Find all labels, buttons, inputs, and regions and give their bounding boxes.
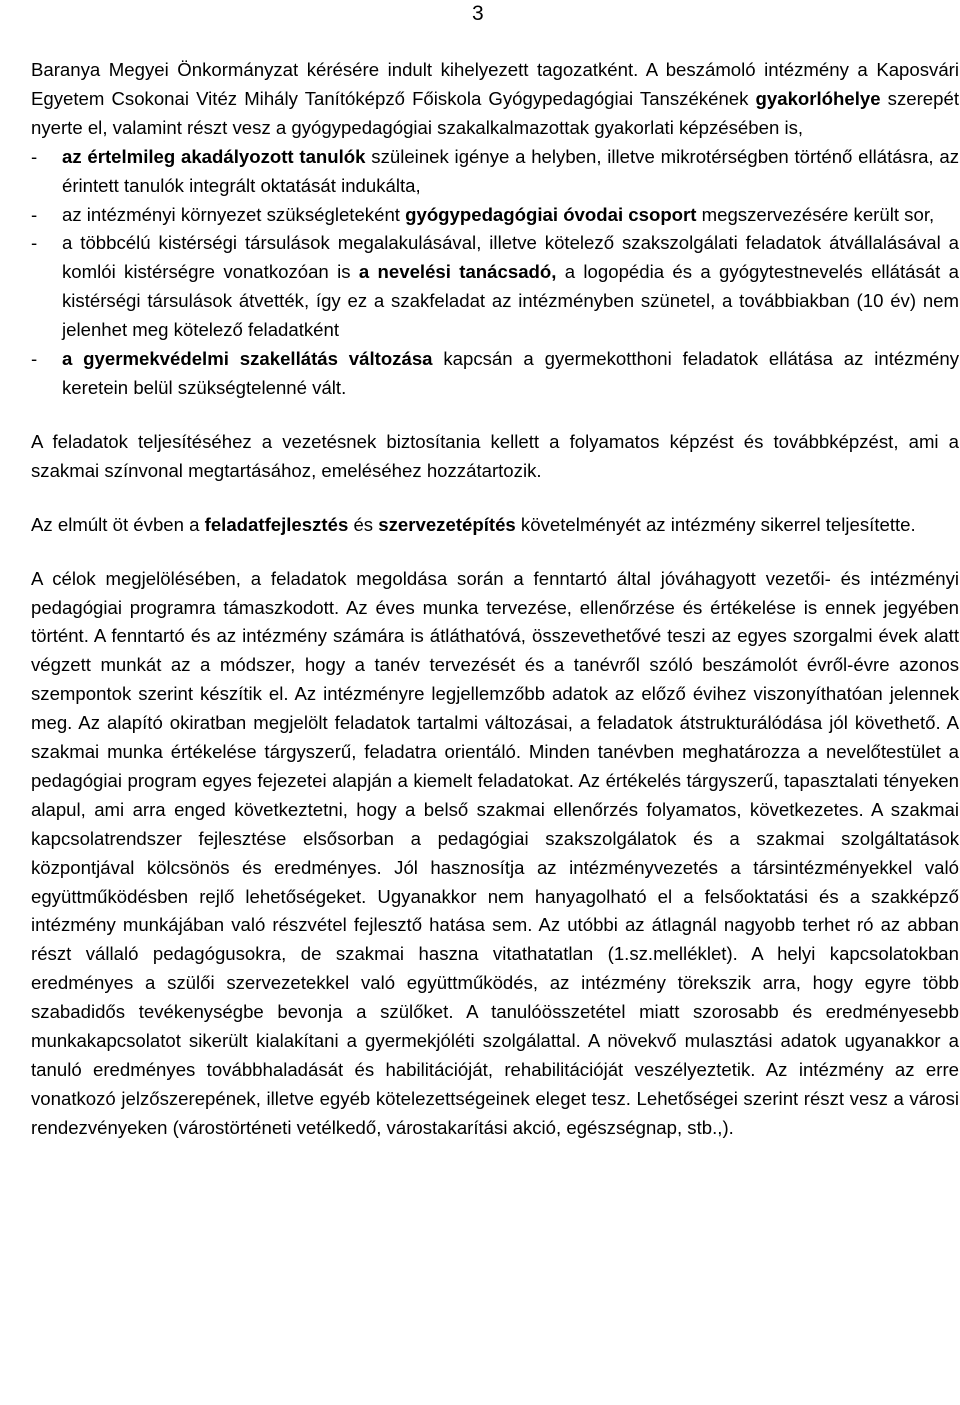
list-item-3 xyxy=(31,229,959,345)
page-number: 3 xyxy=(472,2,484,25)
list-item-1-bold: az értelmileg akadályozott tanulók xyxy=(62,145,366,167)
list-item-3-text xyxy=(62,229,959,345)
list-dash: - xyxy=(31,145,38,167)
list-item-4-rest: kapcsán a gyermekotthoni feladatok ellátása az intézmény keretein belül szükségtelenné vált. xyxy=(62,348,960,398)
list-item-4-text xyxy=(62,345,959,403)
list-item-1-rest: szüleinek igénye a helyben, illetve mikrotérségben történő ellátásra, az érintett tanulók integrált oktatását indukálta, xyxy=(62,145,959,196)
list-item-3-start: a többcélú kistérségi társulások megalakulásával, illetve kötelező szakszolgálati feladatok átvállalásával a komlói kistérségre vonatkozóan is xyxy=(62,232,959,283)
list-item-3-bold: a nevelési tanácsadó, xyxy=(358,261,557,283)
paragraph-development xyxy=(31,511,959,540)
intro-paragraph xyxy=(31,56,959,143)
document-body xyxy=(31,56,959,1143)
list-item-1-text xyxy=(62,143,959,201)
list-item-4-bold: a gyermekvédelmi szakellátás változása xyxy=(62,348,433,370)
intro-bold-1: gyakorlóhelye xyxy=(755,87,881,109)
paragraph-goals: A célok megjelölésében, a feladatok megoldása során a fenntartó által jóváhagyott vezetői- és intézményi pedagógiai programra támaszkodott. Az éves munka tervezése, ellenőrzése és értékelése is ennek jegyében történt. A fenntartó és az intézmény számára is átláthatóvá, összevethetővé teszi az egyes szorgalmi évek alatt végzett munkát az a módszer, hogy a tanév tervezését és a tanévről szóló beszámolót évről-évre azonos szempontok szerint készítik el. Az intézményre legjellemzőbb adatok az előző évihez viszonyíthatóan jelennek meg. Az alapító okiratban megjelölt feladatok tartalmi változásai, a feladatok átstrukturálódása jól követhető. A szakmai munka értékelése tárgyszerű, feladatra orientáló. Minden tanévben meghatározza a nevelőtestület a pedagógiai program egyes fejezetei alapján a kiemelt feladatokat. Az értékelés tárgyszerű, tapasztalati tényeken alapul, ami arra enged következtetni, hogy a belső szakmai ellenőrzés folyamatos, következetes. A szakmai kapcsolatrendszer fejlesztése elsősorban a pedagógiai szakszolgálatok és a szakmai szolgáltatások központjával kölcsönös és eredményes. Jól hasznosítja az intézményvezetés a társintézményekkel való együttműködésben rejlő lehetőségeket. Ugyanakkor nem hanyagolható el a felsőoktatási és a szakképző intézmény munkájában való részvétel fejlesztő hatása sem. Az utóbbi az átlagnál nagyobb terhet ró az abban részt vállaló pedagógusokra, de szakmai haszna vitathatatlan (1.sz.melléklet). A helyi kapcsolatokban eredményes a szülői szervezetekkel való együttműködés, az intézmény törekszik arra, hogy egyre több szabadidős tevékenységbe bevonja a szülőket. A tanulóösszetétel miatt szorosabb és eredményesebb munkakapcsolatot sikerült kialakítani a gyermekjóléti szolgálattal. A növekvő mulasztási adatok ugyanakkor a tanuló eredményes továbbhaladását és habilitációját, rehabilitációját veszélyeztetik. Az intézmény az erre vonatkozó jelzőszerepének, illetve egyéb kötelezettségeinek eleget tesz. Lehetőségei szerint részt vesz a városi rendezvényeken (várostörténeti vetélkedő, várostakarítási akció, egészségnap, stb.,). xyxy=(31,567,959,1138)
list-item-4 xyxy=(31,345,959,403)
intro-text-1: Baranya Megyei Önkormányzat kérésére indult kihelyezett tagozatként. A beszámoló intézmény a Kaposvári Egyetem Csokonai Vitéz Mihály Tanítóképző Főiskola Gyógypedagógiai Tanszékének xyxy=(31,59,959,109)
para3-bold-1: feladatfejlesztés xyxy=(204,513,349,535)
para3-bold-2: szervezetépítés xyxy=(378,513,516,535)
paragraph-training: A feladatok teljesítéséhez a vezetésnek biztosítania kellett a folyamatos képzést és továbbképzést, ami a szakmai színvonal megtartásához, emeléséhez hozzátartozik. xyxy=(31,430,959,481)
para3-text-1: Az elmúlt öt évben a xyxy=(31,513,205,535)
para3-text-2: és xyxy=(348,513,379,535)
list-item-3-rest: a logopédia és a gyógytestnevelés ellátását a kistérségi társulások átvették, így ez a szakfeladat az intézményben szünetel, a továbbiakban (10 év) nem jelenhet meg kötelező feladatként xyxy=(62,261,959,341)
list-item-1 xyxy=(31,143,959,201)
list-item-2-text xyxy=(62,201,959,230)
list-dash: - xyxy=(31,232,38,254)
list-item-2 xyxy=(31,201,959,230)
list-item-2-start: az intézményi környezet szükségleteként xyxy=(62,203,406,225)
list-dash: - xyxy=(31,348,38,370)
list-dash: - xyxy=(31,203,38,225)
list-item-2-bold: gyógypedagógiai óvodai csoport xyxy=(405,203,697,225)
intro-text-2: szerepét nyerte el, valamint részt vesz a gyógypedagógiai szakalkalmazottak gyakorlati képzésében is, xyxy=(31,87,959,138)
list-item-2-rest: megszervezésére került sor, xyxy=(696,203,935,225)
para3-text-3: követelményét az intézmény sikerrel teljesítette. xyxy=(515,513,916,535)
